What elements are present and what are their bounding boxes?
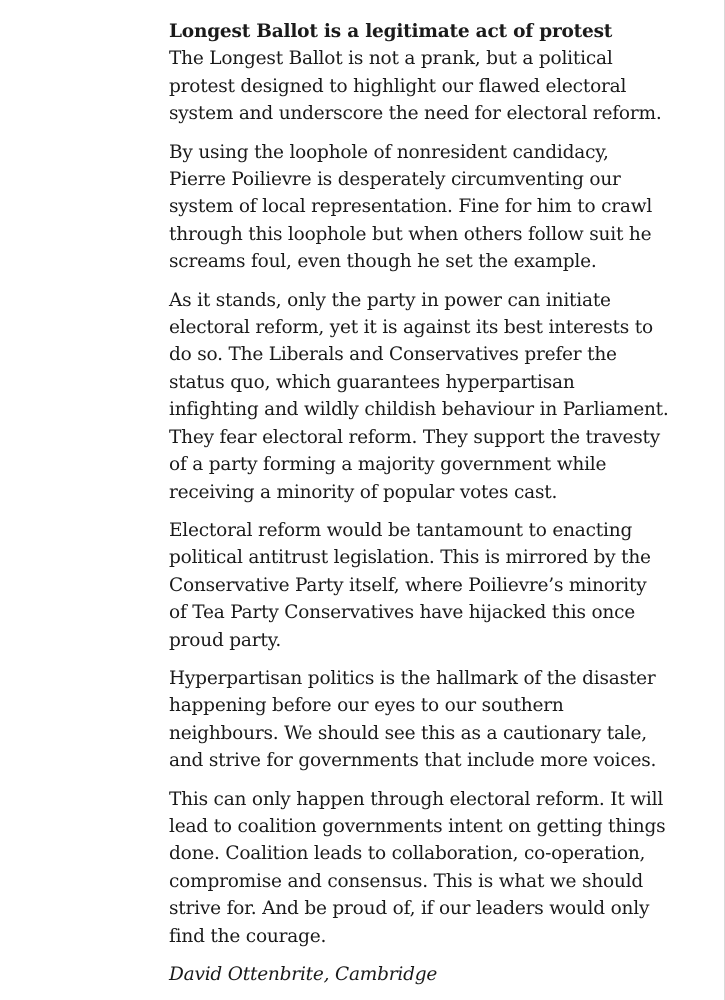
letter-paragraph-2: By using the loophole of nonresident candidacy, Pierre Poilievre is desperately circumventing our system of local representation. Fine for him to crawl through this loophole but when others follow suit he screams foul, even though he set the example. <box>169 141 653 273</box>
letter-paragraph-6: This can only happen through electoral reform. It will lead to coalition governments intent on getting things done. Coalition leads to collaboration, co-operation, compromise and consensus. This is what we should strive for. And be proud of, if our leaders would only find the courage. <box>169 788 666 947</box>
letter-headline: Longest Ballot is a legitimate act of protest <box>169 21 613 42</box>
letter-signature: David Ottenbrite, Cambridge <box>169 964 438 985</box>
letter-paragraph-1: The Longest Ballot is not a prank, but a political protest designed to highlight our flawed electoral system and underscore the need for electoral reform. <box>169 48 662 125</box>
letter-paragraph-5: Hyperpartisan politics is the hallmark of the disaster happening before our eyes to our southern neighbours. We should see this as a cautionary tale, and strive for governments that include more voices. <box>169 667 657 772</box>
letter-paragraph-4: Electoral reform would be tantamount to enacting political antitrust legislation. This is mirrored by the Conservative Party itself, where Poilievre’s minority of Tea Party Conservatives have hijacked this once proud party. <box>169 519 651 651</box>
letter-paragraph-3: As it stands, only the party in power can initiate electoral reform, yet it is against its best interests to do so. The Liberals and Conservatives prefer the status quo, which guarantees hyperpartisan infighting and wildly childish behaviour in Parliament. They fear electoral reform. They support the travesty of a party forming a majority government while receiving a minority of popular votes cast. <box>169 289 669 503</box>
letter-to-editor <box>169 18 669 988</box>
